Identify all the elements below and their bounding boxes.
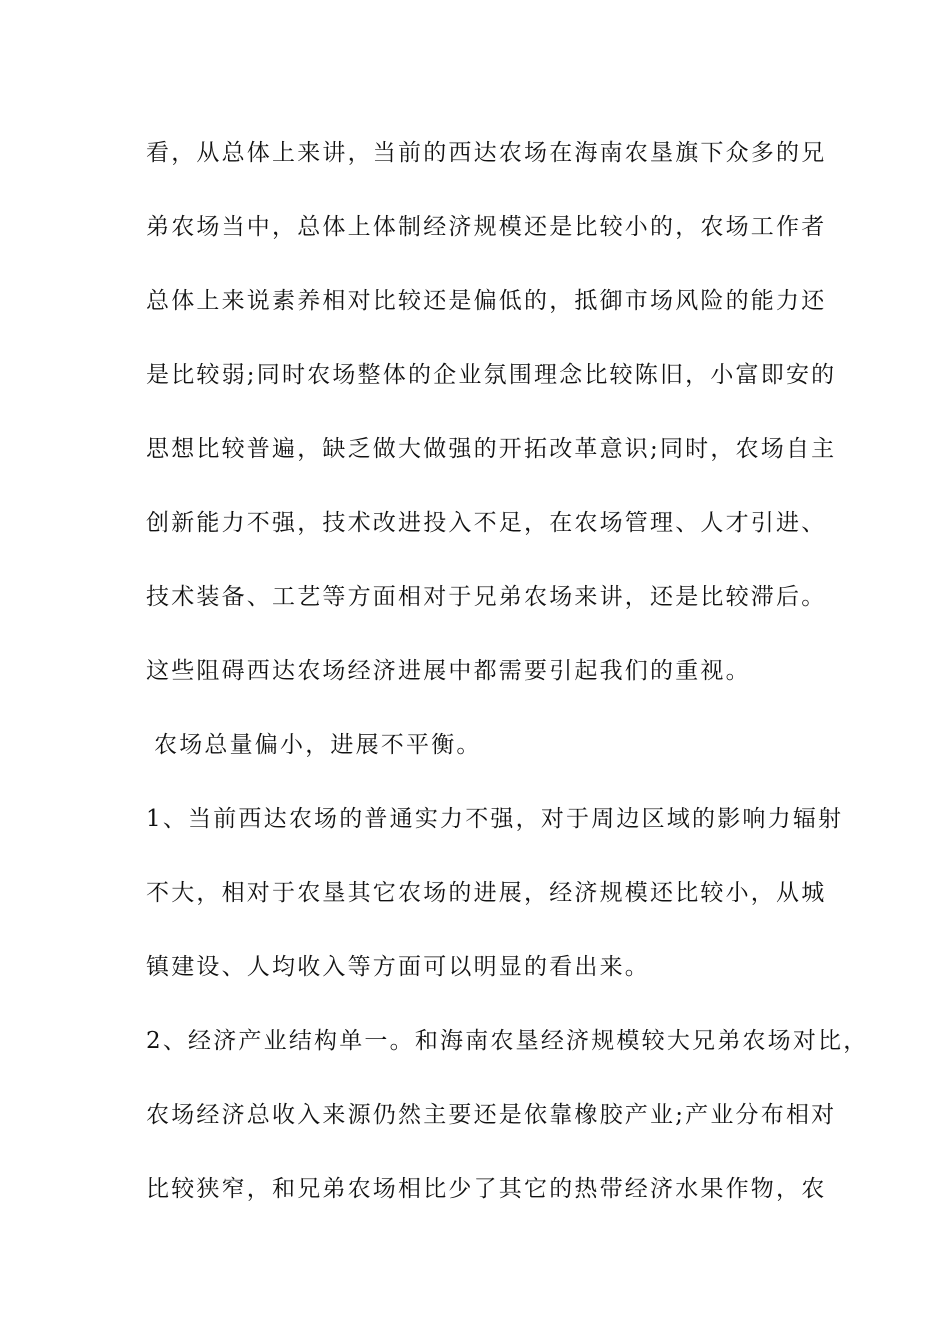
text-line-14: 农场经济总收入来源仍然主要还是依靠橡胶产业;产业分布相对 xyxy=(146,1102,837,1128)
text-line-12: 镇建设、人均收入等方面可以明显的看出来。 xyxy=(146,954,650,980)
text-line-5: 思想比较普遍，缺乏做大做强的开拓改革意识;同时，农场自主 xyxy=(146,436,837,462)
text-line-2: 弟农场当中，总体上体制经济规模还是比较小的，农场工作者 xyxy=(146,214,827,240)
text-line-4: 是比较弱;同时农场整体的企业氛围理念比较陈旧，小富即安的 xyxy=(146,362,837,388)
text-line-8: 这些阻碍西达农场经济进展中都需要引起我们的重视。 xyxy=(146,658,751,684)
text-line-13: 2、经济产业结构单一。和海南农垦经济规模较大兄弟农场对比， xyxy=(146,1028,869,1054)
text-line-15: 比较狭窄，和兄弟农场相比少了其它的热带经济水果作物，农 xyxy=(146,1176,827,1202)
text-line-10: 1、当前西达农场的普通实力不强，对于周边区域的影响力辐射 xyxy=(146,806,844,832)
section-heading: 农场总量偏小，进展不平衡。 xyxy=(154,732,482,758)
text-line-7: 技术装备、工艺等方面相对于兄弟农场来讲，还是比较滞后。 xyxy=(146,584,827,610)
text-line-11: 不大，相对于农垦其它农场的进展，经济规模还比较小，从城 xyxy=(146,880,827,906)
text-line-1: 看，从总体上来讲，当前的西达农场在海南农垦旗下众多的兄 xyxy=(146,140,827,166)
text-line-6: 创新能力不强，技术改进投入不足，在农场管理、人才引进、 xyxy=(146,510,827,536)
text-line-3: 总体上来说素养相对比较还是偏低的，抵御市场风险的能力还 xyxy=(146,288,827,314)
